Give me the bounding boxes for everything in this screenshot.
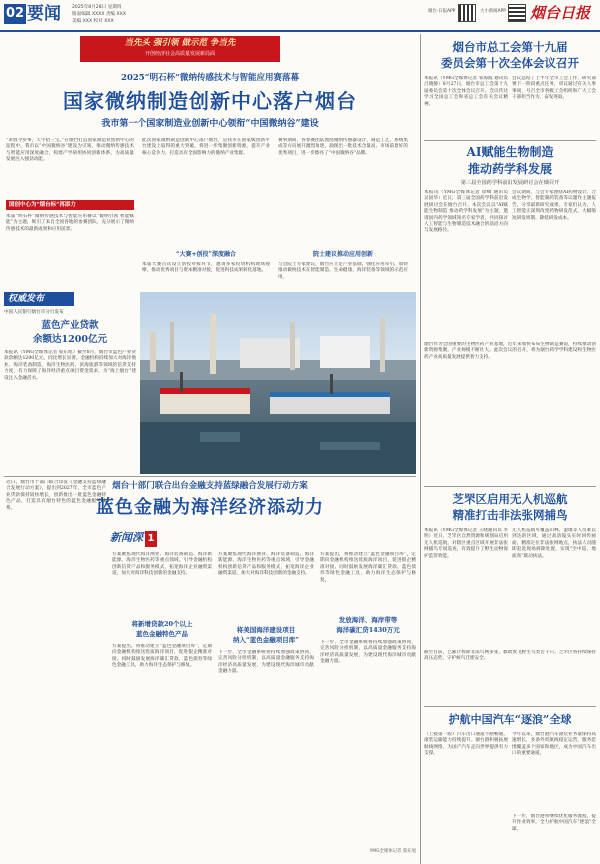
main-sub2-l2: 纳入“蓝色金融项目库” bbox=[233, 636, 299, 644]
qr-code-icon bbox=[458, 4, 476, 22]
lead-body-col1b: 本届“明石杯”微纳传感技术与智能应用赛以“微纳引领 智能赋能”为主题，吸引了来自全国各地的参赛团队，充分展示了微纳传感技术的最新成果和应用前景。 bbox=[6, 214, 134, 232]
ai-subhead: 第三届全国药学科前沿发展研讨会在烟召开 bbox=[460, 180, 560, 186]
auto-headline: 护航中国汽车“逐浪”全球 bbox=[448, 713, 572, 726]
page-header bbox=[0, 0, 600, 32]
finance-sub-label: 中国人民银行烟台市分行发布 bbox=[4, 310, 64, 315]
finance-box bbox=[4, 292, 136, 472]
auto-body-b: 今年以来，烟台港汽车滚装业务量保持高速增长，多条外贸航线稳定运营，服务范围覆盖多个国家和地区，成为中国汽车出口的重要通道。 bbox=[512, 732, 596, 757]
page-number-tag: 02 bbox=[4, 4, 26, 24]
news-deep-label bbox=[110, 526, 166, 548]
main-body-col4b: 下一步，全市金融系统将持续加强政策协同，完善风险分担机制，以高质量金融服务支持海洋经济高质量发展，为建设现代海洋城市贡献金融力量。 bbox=[320, 640, 416, 665]
section-rule bbox=[424, 140, 596, 141]
lead-body-col2b: 本届大赛首次设立创投对接环节，邀请多家投资机构现场观摩，推动优秀项目与资本精准对接，促进科技成果转化落地。 bbox=[142, 262, 270, 274]
lead-col2-subhead: “大赛+创投”深度融合 bbox=[176, 251, 236, 258]
lead-col1-subhead: 国创中心为“烟台标”再添力 bbox=[6, 200, 134, 210]
main-sub1-l1: 将新增贷款20个以上 bbox=[131, 620, 193, 628]
editor-line-2: 美编 XXX 校对 XXX bbox=[72, 19, 114, 24]
ai-body-c: 烟台作为全国重要的生物医药产业基地，近年来加快布局生物制造赛道，持续推动创新资源集聚，产业规模不断壮大。此次会议的召开，将为烟台药学学科建设和生物医药产业高质量发展提供智力支持。 bbox=[424, 342, 596, 360]
lead-col3-subhead: 院士建议推动应用创新 bbox=[312, 251, 373, 258]
finance-label: 权威发布 bbox=[4, 292, 74, 306]
lead-body-col2: 此次国家微纳制造创新中心落户烟台，是我市在国家级创新平台建设上取得的重大突破，将进一步集聚创新资源，提升产业核心竞争力，打造具有全国影响力的微纳产业集群。 bbox=[142, 138, 270, 156]
qr-label-2: 大小新闻APP bbox=[480, 9, 506, 14]
harbor-scene bbox=[140, 292, 416, 474]
main-sub2-l1: 将美国海洋建设项目 bbox=[236, 626, 296, 634]
banner-slogan: 当先头 强引领 做示范 争当先 bbox=[124, 38, 236, 48]
auto-body-c: 下一步，烟台港将继续优化服务流程，提升作业效率，全力护航中国汽车“逐浪”全球。 bbox=[512, 814, 596, 832]
lead-body-col3b: 与会院士专家建议，烟台应立足产业基础，强化应用牵引，加快推动微纳技术在智能制造、生命健康、海洋装备等领域的示范应用。 bbox=[278, 262, 408, 280]
ai-body-b: 会议期间，与会专家围绕AI药物设计、合成生物学、智能制药装备等议题作主题报告，分享最新研究成果。专家们认为，人工智能正深刻改变药物研发范式，大幅缩短研发周期、降低研发成本。 bbox=[512, 190, 596, 221]
slogan-banner bbox=[80, 36, 280, 62]
masthead-logo: 烟台日报 bbox=[530, 4, 591, 22]
zhifu-headline-l1: 芝罘区启用无人机巡航 bbox=[452, 492, 568, 506]
lead-subhead: 我市第一个国家制造业创新中心领衔“中国微纳谷”建设 bbox=[101, 119, 319, 129]
union-body-a: 本报讯（YMG全媒体记者 邹海波 通讯员 吕晓静）8月27日，烟台市总工会第十九届委员会第十次全体会议召开。会议传达学习全国总工会和省总工会有关会议精神。 bbox=[424, 76, 508, 107]
finance-headline-l1: 蓝色产业贷款 bbox=[41, 320, 99, 331]
lead-kicker: 2025“明石杯”微纳传感技术与智能应用赛落幕 bbox=[121, 73, 299, 83]
union-body-b: 会议总结了上半年全市工会工作，研究部署下一阶段重点任务，审议通过有关人事事项，号召全市各级工会组织和广大工会干部担当作为、奋发进取。 bbox=[512, 76, 596, 101]
auto-body-a: （上接第一版）汽车出口通道不断畅通，滚装运输能力持续提升。烟台港积极拓展航线网络，为国产汽车走向世界提供有力支撑。 bbox=[424, 732, 508, 757]
header-rule bbox=[0, 30, 600, 32]
qr-code-icon bbox=[508, 4, 526, 22]
main-body-col3: 方案聚焦现代海洋渔业、海洋装备制造、海洋新能源、海洋生物医药等重点领域，引导金融机构创新信贷产品和服务模式，拓宽海洋企业融资渠道，加大对海洋科技创新的金融支持。 bbox=[218, 552, 314, 577]
column-divider bbox=[420, 34, 421, 864]
main-body-col3b: 下一步，全市金融系统将持续加强政策协同，完善风险分担机制，以高质量金融服务支持海洋经济高质量发展，为建设现代海洋城市贡献金融力量。 bbox=[218, 650, 314, 675]
main-body-col2b: 方案提出，将推动建立“蓝色金融项目库”，定期向金融机构推送优质海洋项目，促进银企精准对接。同时鼓励发展海洋碳汇贷款、蓝色债券等绿色金融工具，助力海洋生态保护与修复。 bbox=[112, 644, 212, 669]
news-deep-text: 新闻深 bbox=[110, 531, 143, 544]
lead-body-col3: 赛事期间，各参赛团队围绕微纳传感器设计、制造工艺、系统集成等方向展开激烈角逐，涌现出一批技术含量高、市场前景好的优秀项目，进一步擦亮了“中国微纳谷”品牌。 bbox=[278, 138, 408, 156]
zhifu-body-b: 无人机巡航可覆盖山林、湿地等人员难以到达的区域，通过高清镜头实时回传画面，精准定位非法张网地点，执法人员随即赶赴现场拆除处置，实现“空中巡、地面查”联动执法。 bbox=[512, 528, 596, 559]
section-rule bbox=[4, 476, 416, 477]
union-headline-l2: 委员会第十次全体会议召开 bbox=[441, 56, 579, 70]
ai-headline-l2: 推动药学科发展 bbox=[467, 162, 552, 176]
main-headline: 蓝色金融为海洋经济添动力 bbox=[96, 497, 324, 518]
main-kicker: 烟台十部门联合出台金融支持蓝绿融合发展行动方案 bbox=[112, 481, 308, 491]
date-line: 2025年8月28日 星期四 bbox=[72, 5, 122, 10]
ai-body-a: 本报讯（YMG全媒体记者 徐峰 通讯员 吴国华）近日，第三届全国药学科前沿发展研讨会在烟台召开。本次会议以“AI赋能生物制造 推动药学科发展”为主题，邀请国内药学领域知名专家学者，共同探讨人工智能与生物制造技术融合的前沿方向与发展路径。 bbox=[424, 190, 508, 234]
main-sub3-l2: 海洋碳汇贷1430万元 bbox=[336, 626, 400, 634]
zhifu-headline-l2: 精准打击非法张网捕鸟 bbox=[452, 508, 568, 522]
ai-headline-l1: AI赋能生物制造 bbox=[466, 145, 554, 159]
lead-headline: 国家微纳制造创新中心落户烟台 bbox=[63, 89, 357, 113]
section-title: 要闻 bbox=[27, 4, 61, 24]
main-byline: YMG全媒体记者 蔡东旭 bbox=[369, 849, 416, 854]
finance-body: 本报讯（YMG全媒体记者 蔡东旭）截至8月，烟台市蓝色产业贷款余额达1200亿元，同比增长显著。金融机构持续加大对海洋渔业、海洋装备制造、海洋生物医药、滨海旅游等领域的信贷支持力度，有力保障了海洋经济重点项目资金需求，为“海上烟台”建设注入金融活水。 bbox=[4, 350, 136, 381]
qr-label-1: 烟台·日报APP bbox=[428, 9, 456, 14]
zhifu-body-c: 截至目前，已累计拆除非法鸟网多张，救助放飞野生鸟类若干只。芝罘区将持续保持高压态势，守护候鸟迁徙安全。 bbox=[424, 650, 596, 662]
editor-line-1: 版面编辑 XXXX 责编 XXX bbox=[72, 12, 126, 17]
main-body-col1: 近日，烟台市十部门联合印发《金融支持蓝绿融合发展行动方案》，提出到2027年，全市蓝色产业贷款保持较快增长，创新推出一批蓝色金融特色产品，打造具有烟台特色的蓝色金融服务体系。 bbox=[6, 480, 106, 511]
main-body-col2: 方案聚焦现代海洋渔业、海洋装备制造、海洋新能源、海洋生物医药等重点领域，引导金融机构创新信贷产品和服务模式，拓宽海洋企业融资渠道，加大对海洋科技创新的金融支持。 bbox=[112, 552, 212, 577]
harbor-photo bbox=[140, 292, 416, 474]
zhifu-body-a: 本报讯（YMG全媒体记者 王晓通讯员 李明）近日，芝罘区自然资源和规划局启用无人机巡航，对辖区重点区域开展非法张网捕鸟专项巡查，有效提升了野生动物保护监管效能。 bbox=[424, 528, 508, 559]
section-rule bbox=[424, 486, 596, 487]
union-headline-l1: 烟台市总工会第十九届 bbox=[452, 40, 568, 54]
lead-body-col1: “求放今岁事，天宇招三宝。”在烟台打造国家制造业创新中心的征程中，我市以“中国微纳谷”建设为引领，推动微纳传感技术与智能应用深度融合，构建产学研用协同创新体系，为高质量发展注入强劲动能。 bbox=[6, 138, 134, 163]
section-rule bbox=[424, 706, 596, 707]
main-sub3-l1: 发放海洋、海岸带等 bbox=[338, 616, 398, 624]
finance-headline-l2: 余额达1200亿元 bbox=[33, 334, 107, 345]
main-sub1-l2: 蓝色金融特色产品 bbox=[136, 630, 188, 638]
news-deep-number: 1 bbox=[145, 531, 157, 547]
main-body-col4: 方案提出，将推动建立“蓝色金融项目库”，定期向金融机构推送优质海洋项目，促进银企精准对接。同时鼓励发展海洋碳汇贷款、蓝色债券等绿色金融工具，助力海洋生态保护与修复。 bbox=[320, 552, 416, 583]
banner-subslogan: 开创经济社会高质量发展新局面 bbox=[144, 51, 215, 57]
